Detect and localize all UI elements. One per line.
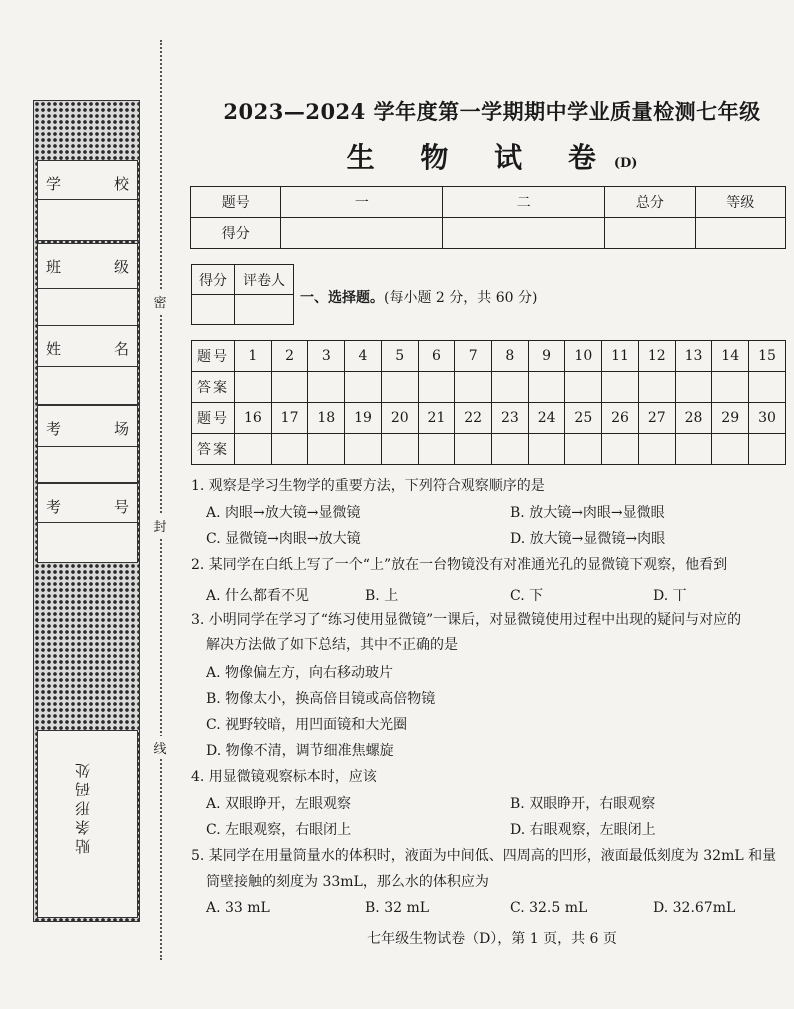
exam-number-blank[interactable] bbox=[38, 522, 137, 562]
answer-num-label: 题号 bbox=[192, 403, 235, 434]
q5-option-c[interactable]: C. 32.5 mL bbox=[510, 900, 588, 916]
q3-option-b[interactable]: B. 物像太小，换高倍目镜或高倍物镜 bbox=[206, 691, 436, 707]
exam-room-label-a: 考 bbox=[46, 420, 62, 438]
answer-cell[interactable] bbox=[638, 372, 675, 403]
answer-cell[interactable] bbox=[308, 372, 345, 403]
answer-cell[interactable] bbox=[418, 434, 455, 465]
page-footer: 七年级生物试卷（D），第 1 页，共 6 页 bbox=[367, 931, 617, 947]
section-title: 一、选择题。 bbox=[300, 290, 384, 306]
answer-cell[interactable] bbox=[492, 434, 529, 465]
score-header-grade: 等级 bbox=[695, 187, 785, 218]
answer-ans-label: 答案 bbox=[192, 372, 235, 403]
answer-cell[interactable] bbox=[381, 372, 418, 403]
score-header-part2: 二 bbox=[443, 187, 605, 218]
school-label-b: 校 bbox=[113, 175, 129, 193]
q2-option-b[interactable]: B. 上 bbox=[365, 588, 399, 604]
answer-number: 16 bbox=[235, 403, 272, 434]
question-2: 2. 某同学在白纸上写了一个“上”放在一台物镜没有对准通光孔的显微镜下观察，他看到 bbox=[191, 557, 728, 573]
answer-cell[interactable] bbox=[565, 434, 602, 465]
q4-option-a[interactable]: A. 双眼睁开，左眼观察 bbox=[206, 796, 352, 812]
score-cell[interactable] bbox=[605, 218, 695, 249]
section-heading bbox=[300, 287, 537, 307]
answer-number: 23 bbox=[492, 403, 529, 434]
answer-cell[interactable] bbox=[492, 372, 529, 403]
answer-cell[interactable] bbox=[235, 372, 272, 403]
answer-cell[interactable] bbox=[565, 372, 602, 403]
cut-mark-close: 封 bbox=[152, 514, 168, 537]
exam-number-label-a: 考 bbox=[46, 498, 62, 516]
score-cell[interactable] bbox=[695, 218, 785, 249]
answer-number: 25 bbox=[565, 403, 602, 434]
q4-option-c[interactable]: C. 左眼观察，右眼闭上 bbox=[206, 822, 352, 838]
answer-number: 6 bbox=[418, 341, 455, 372]
answer-number: 13 bbox=[675, 341, 712, 372]
grader-reviewer-cell[interactable] bbox=[235, 295, 294, 325]
grader-reviewer-label: 评卷人 bbox=[235, 265, 294, 295]
answer-cell[interactable] bbox=[528, 434, 565, 465]
q2-option-a[interactable]: A. 什么都看不见 bbox=[206, 588, 310, 604]
name-label-b: 名 bbox=[113, 340, 129, 358]
section-note: (每小题 2 分，共 60 分) bbox=[384, 290, 538, 306]
score-cell[interactable] bbox=[281, 218, 443, 249]
q3-option-d[interactable]: D. 物像不清，调节细准焦螺旋 bbox=[206, 743, 394, 759]
question-3-cont: 解决方法做了如下总结，其中不正确的是 bbox=[206, 637, 458, 653]
answer-number: 24 bbox=[528, 403, 565, 434]
barcode-area bbox=[37, 730, 138, 918]
q1-option-c[interactable]: C. 显微镜→肉眼→放大镜 bbox=[206, 531, 361, 547]
answer-cell[interactable] bbox=[271, 372, 308, 403]
answer-number: 9 bbox=[528, 341, 565, 372]
answer-number: 29 bbox=[712, 403, 749, 434]
exam-number-field[interactable] bbox=[37, 483, 138, 563]
score-header-num: 题号 bbox=[191, 187, 281, 218]
question-5-cont: 筒壁接触的刻度为 33mL，那么水的体积应为 bbox=[206, 874, 489, 890]
class-label-a: 班 bbox=[46, 258, 62, 276]
subject-name: 生 物 试 卷 bbox=[346, 141, 614, 174]
score-header-part1: 一 bbox=[281, 187, 443, 218]
question-1: 1. 观察是学习生物学的重要方法，下列符合观察顺序的是 bbox=[191, 478, 545, 494]
answer-cell[interactable] bbox=[235, 434, 272, 465]
q1-option-a[interactable]: A. 肉眼→放大镜→显微镜 bbox=[206, 505, 361, 521]
answer-ans-label: 答案 bbox=[192, 434, 235, 465]
name-blank[interactable] bbox=[38, 366, 137, 404]
exam-room-field[interactable] bbox=[37, 405, 138, 483]
question-5: 5. 某同学在用量筒量水的体积时，液面为中间低、四周高的凹形，液面最低刻度为 32mL 和量 bbox=[191, 848, 777, 864]
answer-number: 1 bbox=[235, 341, 272, 372]
answer-number: 27 bbox=[638, 403, 675, 434]
answer-number: 20 bbox=[381, 403, 418, 434]
answer-number: 14 bbox=[712, 341, 749, 372]
q2-option-d[interactable]: D. 丅 bbox=[653, 588, 687, 604]
grader-score-cell[interactable] bbox=[192, 295, 235, 325]
answer-cell[interactable] bbox=[749, 372, 786, 403]
exam-room-label-b: 场 bbox=[113, 420, 129, 438]
q5-option-a[interactable]: A. 33 mL bbox=[206, 900, 270, 916]
barcode-label: 贴条形码处 bbox=[74, 759, 92, 854]
answer-number: 26 bbox=[602, 403, 639, 434]
answer-cell[interactable] bbox=[455, 434, 492, 465]
answer-cell[interactable] bbox=[528, 372, 565, 403]
answer-number: 3 bbox=[308, 341, 345, 372]
answer-cell[interactable] bbox=[712, 434, 749, 465]
class-label-b: 级 bbox=[113, 258, 129, 276]
answer-cell[interactable] bbox=[271, 434, 308, 465]
answer-table bbox=[191, 340, 786, 465]
answer-number: 22 bbox=[455, 403, 492, 434]
answer-cell[interactable] bbox=[345, 434, 382, 465]
score-header-total: 总分 bbox=[605, 187, 695, 218]
school-label-a: 学 bbox=[46, 175, 62, 193]
subject-title bbox=[190, 136, 794, 176]
answer-cell[interactable] bbox=[345, 372, 382, 403]
score-cell[interactable] bbox=[443, 218, 605, 249]
name-field[interactable] bbox=[37, 325, 138, 405]
question-3: 3. 小明同学在学习了“练习使用显微镜”一课后，对显微镜使用过程中出现的疑问与对应的 bbox=[191, 612, 742, 628]
cut-line bbox=[160, 40, 162, 960]
answer-number: 11 bbox=[602, 341, 639, 372]
answer-cell[interactable] bbox=[712, 372, 749, 403]
q5-option-b[interactable]: B. 32 mL bbox=[365, 900, 430, 916]
answer-cell[interactable] bbox=[455, 372, 492, 403]
answer-number: 18 bbox=[308, 403, 345, 434]
exam-room-blank[interactable] bbox=[38, 446, 137, 482]
answer-number: 4 bbox=[345, 341, 382, 372]
answer-cell[interactable] bbox=[675, 372, 712, 403]
score-row-label: 得分 bbox=[191, 218, 281, 249]
exam-title: 2023—2024 学年度第一学期期中学业质量检测七年级 bbox=[223, 99, 761, 124]
answer-cell[interactable] bbox=[602, 434, 639, 465]
q1-option-b[interactable]: B. 放大镜→肉眼→显微眼 bbox=[510, 505, 665, 521]
answer-number: 2 bbox=[271, 341, 308, 372]
school-blank[interactable] bbox=[38, 199, 137, 240]
answer-number: 5 bbox=[381, 341, 418, 372]
answer-cell[interactable] bbox=[308, 434, 345, 465]
answer-cell[interactable] bbox=[749, 434, 786, 465]
answer-number: 19 bbox=[345, 403, 382, 434]
answer-number: 8 bbox=[492, 341, 529, 372]
q1-option-d[interactable]: D. 放大镜→显微镜→肉眼 bbox=[510, 531, 666, 547]
cut-mark-seal: 密 bbox=[152, 290, 168, 313]
name-label-a: 姓 bbox=[46, 340, 62, 358]
q2-option-c[interactable]: C. 下 bbox=[510, 588, 544, 604]
paper-version: (D) bbox=[613, 156, 638, 171]
q3-option-c[interactable]: C. 视野较暗，用凹面镜和大光圈 bbox=[206, 717, 408, 733]
cut-mark-line: 线 bbox=[152, 736, 168, 759]
grader-table bbox=[191, 264, 294, 325]
answer-cell[interactable] bbox=[638, 434, 675, 465]
answer-number: 12 bbox=[638, 341, 675, 372]
answer-number: 17 bbox=[271, 403, 308, 434]
grader-score-label: 得分 bbox=[192, 265, 235, 295]
answer-number: 21 bbox=[418, 403, 455, 434]
q5-option-d[interactable]: D. 32.67mL bbox=[653, 900, 736, 916]
answer-cell[interactable] bbox=[418, 372, 455, 403]
answer-number: 15 bbox=[749, 341, 786, 372]
q4-option-d[interactable]: D. 右眼观察，左眼闭上 bbox=[510, 822, 656, 838]
answer-cell[interactable] bbox=[675, 434, 712, 465]
school-field[interactable] bbox=[37, 160, 138, 241]
answer-num-label: 题号 bbox=[192, 341, 235, 372]
question-4: 4. 用显微镜观察标本时，应该 bbox=[191, 769, 377, 785]
answer-cell[interactable] bbox=[602, 372, 639, 403]
answer-number: 10 bbox=[565, 341, 602, 372]
score-table bbox=[190, 186, 786, 249]
answer-cell[interactable] bbox=[381, 434, 418, 465]
q3-option-a[interactable]: A. 物像偏左方，向右移动玻片 bbox=[206, 665, 394, 681]
answer-number: 7 bbox=[455, 341, 492, 372]
q4-option-b[interactable]: B. 双眼睁开，右眼观察 bbox=[510, 796, 656, 812]
answer-number: 28 bbox=[675, 403, 712, 434]
exam-number-label-b: 号 bbox=[113, 498, 129, 516]
answer-number: 30 bbox=[749, 403, 786, 434]
